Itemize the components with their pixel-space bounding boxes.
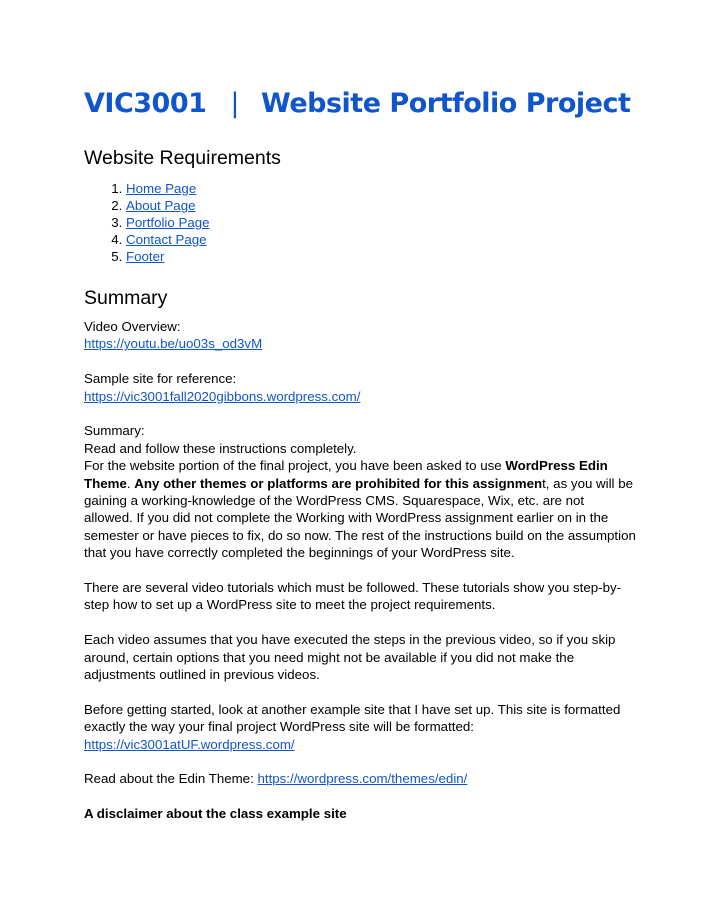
course-code: VIC3001 (84, 88, 207, 119)
page-title (84, 88, 630, 119)
video-order-paragraph: Each video assumes that you have executed the steps in the previous video, so if you skip around, certain options that you need might not be available if you did not make the adjustments outlined in previous videos. (84, 632, 616, 683)
requirement-item (126, 231, 210, 248)
requirement-item (126, 197, 210, 214)
prohibition-notice: Any other themes or platforms are prohibited for this assignmen (134, 475, 543, 491)
portfolio-page-link[interactable]: Portfolio Page (126, 215, 210, 230)
title-separator: | (230, 88, 240, 119)
theme-name: WordPress Edin Theme (84, 458, 608, 491)
video-overview-link[interactable]: https://youtu.be/uo03s_od3vM (84, 336, 263, 352)
disclaimer-heading: A disclaimer about the class example site (84, 806, 347, 822)
example-site-link[interactable]: https://vic3001atUF.wordpress.com/ (84, 736, 295, 752)
footer-link[interactable]: Footer (126, 249, 165, 264)
instructions-line: Read and follow these instructions completely. (84, 440, 357, 456)
summary-body (84, 318, 636, 823)
requirement-item (126, 248, 210, 265)
sample-site-link[interactable]: https://vic3001fall2020gibbons.wordpress.com/ (84, 388, 361, 404)
requirements-list (102, 180, 210, 265)
edin-theme-link[interactable]: https://wordpress.com/themes/edin/ (257, 771, 468, 787)
tutorials-paragraph: There are several video tutorials which must be followed. These tutorials show you step-by-step how to set up a WordPress site to meet the project requirements. (84, 580, 622, 613)
summary-label: Summary: (84, 423, 145, 439)
home-page-link[interactable]: Home Page (126, 181, 197, 196)
contact-page-link[interactable]: Contact Page (126, 232, 207, 247)
summary-heading: Summary (84, 287, 168, 309)
video-overview-label: Video Overview: (84, 319, 181, 334)
edin-theme-paragraph: Read about the Edin Theme: https://wordpress.com/themes/edin/ (84, 771, 468, 787)
theme-paragraph: For the website portion of the final project, you have been asked to use WordPress Edin Theme. Any other themes or platforms are prohibited for this assignment, as you will be gaining a working-knowledge of the WordPress CMS. Squarespace, Wix, etc. are not allowed. If you did not complete the Working with WordPress assignment earlier on in the semester or have pieces to fix, do so now. The rest of the instructions build on the assumption that you have correctly completed the beginnings of your WordPress site. (84, 458, 636, 561)
requirement-item (126, 214, 210, 231)
about-page-link[interactable]: About Page (126, 198, 196, 213)
example-site-paragraph: Before getting started, look at another example site that I have set up. This site is formatted exactly the way your final project WordPress site will be formatted: (84, 701, 621, 735)
requirement-item (126, 180, 210, 197)
requirements-heading: Website Requirements (84, 147, 281, 169)
sample-site-label: Sample site for reference: (84, 371, 237, 387)
project-name: Website Portfolio Project (261, 88, 631, 119)
